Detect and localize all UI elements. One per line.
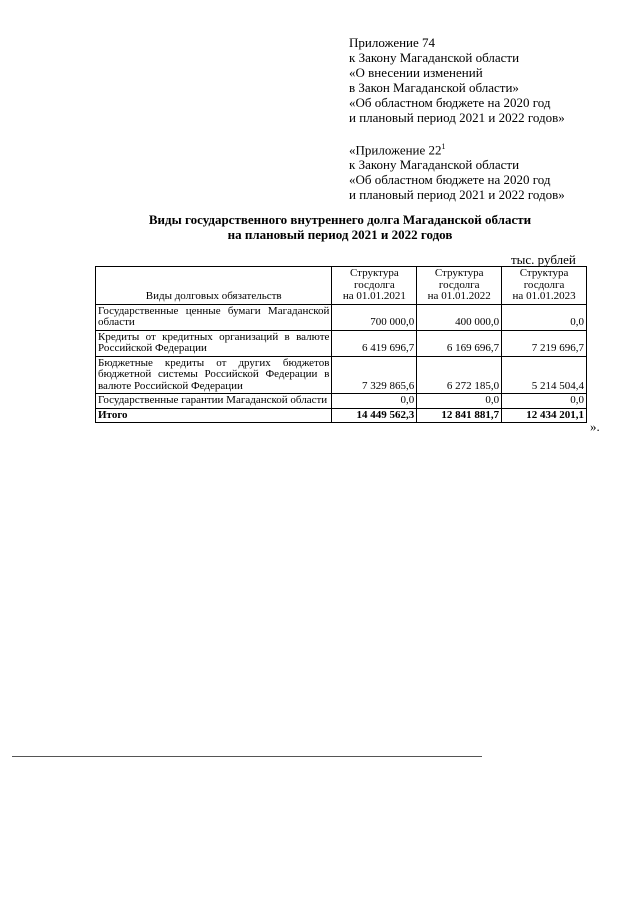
value-2022: 6 169 696,7 (417, 330, 502, 356)
column-header-name: Виды долговых обязательств (96, 267, 332, 305)
footer-divider (12, 756, 482, 757)
appendix-header-line: «Об областном бюджете на 2020 год (349, 95, 551, 110)
appendix-header-line: и плановый период 2021 и 2022 годов» (349, 110, 565, 125)
appendix-header-line: «О внесении изменений (349, 65, 483, 80)
table-header-row (96, 267, 587, 305)
original-appendix-header-line (349, 139, 565, 157)
original-appendix-header-line: «Об областном бюджете на 2020 год (349, 172, 551, 188)
document-title-line-2: на плановый период 2021 и 2022 годов (227, 227, 453, 242)
appendix-header-line: в Закон Магаданской области» (349, 80, 519, 95)
row-name: Государственные гарантии Магаданской области (96, 394, 332, 409)
total-row (96, 408, 587, 423)
row-name: Государственные ценные бумаги Магаданской области (96, 304, 332, 330)
appendix-header-line: к Закону Магаданской области (349, 50, 520, 65)
appendix-header-line: Приложение 74 (349, 35, 436, 50)
value-2022: 0,0 (417, 394, 502, 409)
document-title (90, 212, 590, 242)
total-label: Итого (96, 408, 332, 423)
closing-quote-mark: ». (590, 419, 600, 434)
document-title-line-1: Виды государственного внутреннего долга Магаданской области (148, 212, 532, 227)
total-2021: 14 449 562,3 (332, 408, 417, 423)
row-name: Кредиты от кредитных организаций в валюте Российской Федерации (96, 330, 332, 356)
value-2023: 7 219 696,7 (502, 330, 587, 356)
table-row (96, 330, 587, 356)
column-header-2022: Структура госдолга на 01.01.2022 (417, 267, 502, 305)
table-row (96, 394, 587, 409)
row-name: Бюджетные кредиты от других бюджетов бюджетной системы Российской Федерации в валюте Российской Федерации (96, 356, 332, 394)
value-2021: 7 329 865,6 (332, 356, 417, 394)
value-2021: 6 419 696,7 (332, 330, 417, 356)
original-appendix-header-line: к Закону Магаданской области (349, 157, 520, 173)
value-2023: 0,0 (502, 304, 587, 330)
units-label: тыс. рублей (511, 252, 576, 267)
value-2022: 400 000,0 (417, 304, 502, 330)
column-header-2021: Структура госдолга на 01.01.2021 (332, 267, 417, 305)
value-2023: 0,0 (502, 394, 587, 409)
table-row (96, 356, 587, 394)
total-2022: 12 841 881,7 (417, 408, 502, 423)
value-2023: 5 214 504,4 (502, 356, 587, 394)
total-2023: 12 434 201,1 (502, 408, 587, 423)
value-2022: 6 272 185,0 (417, 356, 502, 394)
original-appendix-header-line: и плановый период 2021 и 2022 годов» (349, 187, 565, 203)
value-2021: 700 000,0 (332, 304, 417, 330)
appendix-superscript: 1 (441, 142, 446, 151)
original-appendix-header (349, 139, 565, 202)
appendix-header (349, 35, 565, 125)
column-header-2023: Структура госдолга на 01.01.2023 (502, 267, 587, 305)
table-row (96, 304, 587, 330)
debt-table (95, 266, 587, 423)
value-2021: 0,0 (332, 394, 417, 409)
appendix-number: «Приложение 22 (349, 142, 442, 158)
